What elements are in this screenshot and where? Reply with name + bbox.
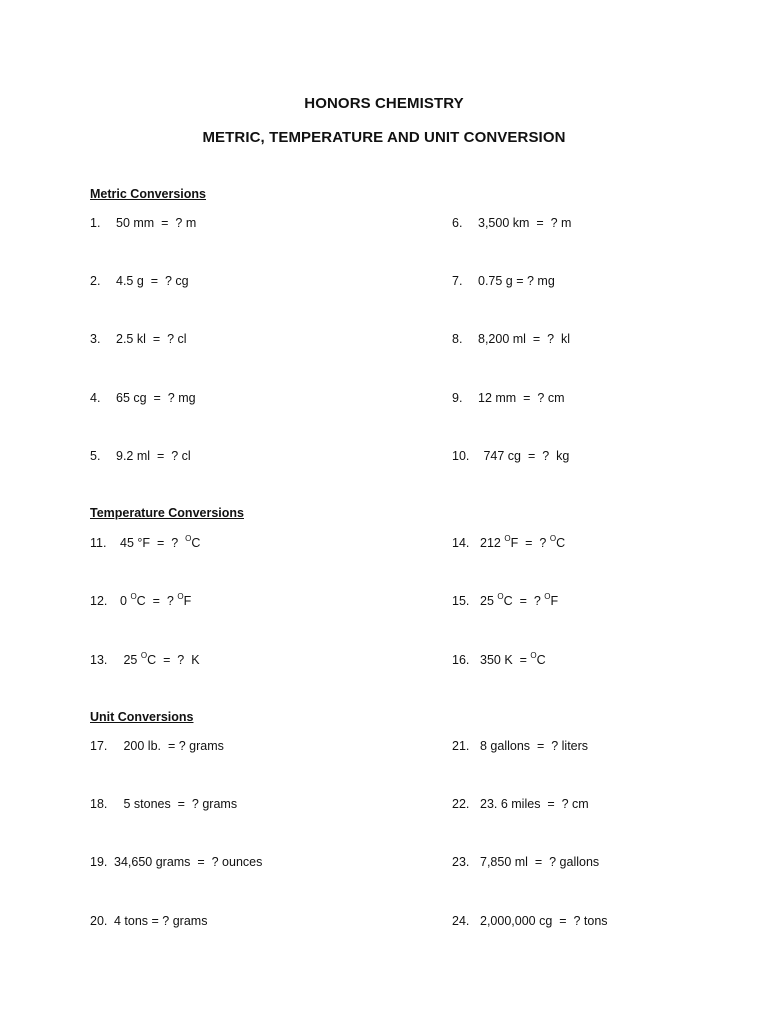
degree-superscript: O xyxy=(549,533,557,543)
problem-6 xyxy=(452,216,571,230)
problem-expression: 25 $^O$C = ? K xyxy=(120,650,200,667)
problem-number: 8. xyxy=(452,332,463,346)
problem-expression: 50 mm = ? m xyxy=(116,216,197,230)
section-heading-unit: Unit Conversions xyxy=(90,710,194,724)
problem-22 xyxy=(452,797,589,811)
problem-expression: 350 K = $^O$C xyxy=(480,650,546,667)
problem-expression: 9.2 ml = ? cl xyxy=(116,449,191,463)
section-heading-metric: Metric Conversions xyxy=(90,187,207,201)
problem-expression: 7,850 ml = ? gallons xyxy=(480,855,600,869)
problem-expression: 25 $^O$C = ? $^O$F xyxy=(480,591,559,608)
problem-number: 5. xyxy=(90,449,101,463)
problem-18 xyxy=(90,797,237,811)
degree-superscript: O xyxy=(497,591,504,601)
degree-superscript: O xyxy=(185,533,192,543)
problem-expression: 12 mm = ? cm xyxy=(478,391,565,405)
problem-number: 4. xyxy=(90,391,101,405)
problem-number: 15. xyxy=(452,594,470,608)
problem-10 xyxy=(452,449,569,463)
problem-number: 6. xyxy=(452,216,463,230)
degree-superscript: O xyxy=(530,650,537,660)
problem-number: 16. xyxy=(452,653,470,667)
problem-number: 14. xyxy=(452,536,470,550)
problem-number: 11. xyxy=(90,536,107,550)
problem-2 xyxy=(90,274,189,288)
document-subtitle: METRIC, TEMPERATURE AND UNIT CONVERSION xyxy=(202,129,566,146)
problem-expression: 45 °F = ? $^O$C xyxy=(120,533,201,550)
problem-24 xyxy=(452,914,608,928)
problem-11 xyxy=(90,533,201,550)
problem-expression: 0 $^O$C = ? $^O$F xyxy=(120,591,192,608)
problem-13 xyxy=(90,650,200,667)
degree-superscript: O xyxy=(140,650,148,660)
problem-number: 2. xyxy=(90,274,101,288)
degree-superscript: O xyxy=(177,591,184,601)
problem-number: 18. xyxy=(90,797,108,811)
problem-4 xyxy=(90,391,196,405)
problem-expression: 8,200 ml = ? kl xyxy=(478,332,571,346)
problem-expression: 2.5 kl = ? cl xyxy=(116,332,187,346)
problem-expression: 34,650 grams = ? ounces xyxy=(114,855,263,869)
problem-number: 10. xyxy=(452,449,470,463)
problem-expression: 65 cg = ? mg xyxy=(116,391,196,405)
problem-19 xyxy=(90,855,262,869)
problem-7 xyxy=(452,274,555,288)
problem-14 xyxy=(452,533,566,550)
problem-expression: 8 gallons = ? liters xyxy=(480,739,589,753)
degree-superscript: O xyxy=(504,533,511,543)
problem-expression: 212 $^O$F = ? $^O$C xyxy=(480,533,566,550)
problem-12 xyxy=(90,591,192,608)
problem-8 xyxy=(452,332,570,346)
problem-17 xyxy=(90,739,224,753)
problem-number: 12. xyxy=(90,594,108,608)
degree-superscript: O xyxy=(544,591,551,601)
problem-3 xyxy=(90,332,187,346)
problem-15 xyxy=(452,591,559,608)
problem-number: 9. xyxy=(452,391,463,405)
problem-23 xyxy=(452,855,599,869)
problem-expression: 0.75 g = ? mg xyxy=(478,274,555,288)
problem-21 xyxy=(452,739,588,753)
problem-number: 13. xyxy=(90,653,108,667)
problem-number: 24. xyxy=(452,914,470,928)
problem-expression: 23. 6 miles = ? cm xyxy=(480,797,589,811)
problem-number: 23. xyxy=(452,855,470,869)
problem-number: 1. xyxy=(90,216,101,230)
problem-expression: 5 stones = ? grams xyxy=(120,797,238,811)
problem-expression: 3,500 km = ? m xyxy=(478,216,572,230)
problem-5 xyxy=(90,449,191,463)
problem-20 xyxy=(90,914,207,928)
problem-16 xyxy=(452,650,546,667)
document-title: HONORS CHEMISTRY xyxy=(304,95,464,112)
problem-number: 3. xyxy=(90,332,101,346)
problem-number: 20. xyxy=(90,914,108,928)
problem-number: 22. xyxy=(452,797,470,811)
problem-expression: 747 cg = ? kg xyxy=(480,449,570,463)
problem-expression: 200 lb. = ? grams xyxy=(120,739,224,753)
problem-expression: 2,000,000 cg = ? tons xyxy=(480,914,608,928)
problem-number: 21. xyxy=(452,739,470,753)
problem-1 xyxy=(90,216,196,230)
problem-expression: 4 tons = ? grams xyxy=(114,914,208,928)
degree-superscript: O xyxy=(130,591,137,601)
section-heading-temperature: Temperature Conversions xyxy=(90,506,244,520)
problem-number: 7. xyxy=(452,274,463,288)
problem-expression: 4.5 g = ? cg xyxy=(116,274,189,288)
problem-number: 17. xyxy=(90,739,108,753)
problem-9 xyxy=(452,391,564,405)
problem-number: 19. xyxy=(90,855,108,869)
